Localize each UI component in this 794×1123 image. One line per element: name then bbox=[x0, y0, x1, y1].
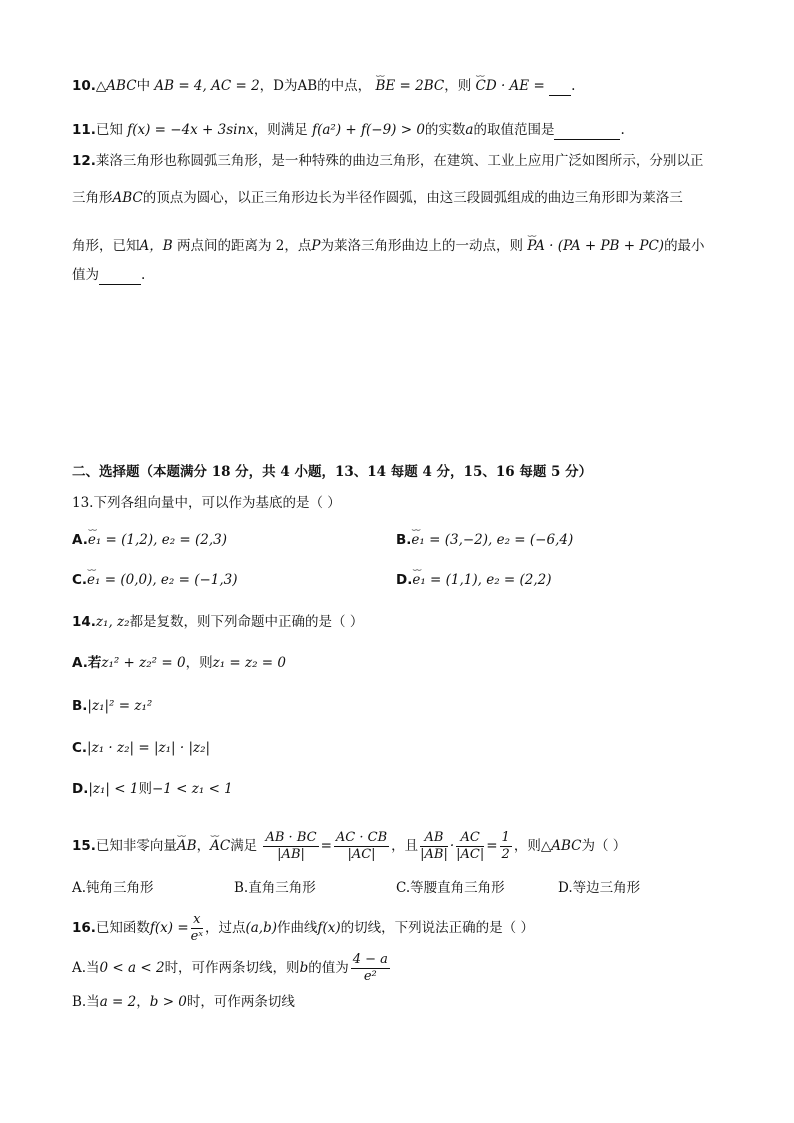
q10-condition: AB = 4, AC = 2 bbox=[154, 78, 260, 94]
q16-text: 作曲线 bbox=[277, 920, 318, 936]
question-16 bbox=[72, 912, 724, 945]
q16-option-a-fraction bbox=[351, 952, 390, 985]
q16-option-b-text: ， bbox=[136, 994, 150, 1010]
q10-text: 中 bbox=[136, 78, 151, 94]
q14-option-c-label: C. bbox=[72, 740, 88, 756]
q12-abc: ABC bbox=[112, 190, 143, 206]
q12-answer-blank bbox=[99, 270, 141, 285]
q15-fraction-4-den: |AC| bbox=[456, 847, 485, 862]
q11-text: 的取值范围是 bbox=[473, 122, 555, 138]
q13-option-c bbox=[72, 572, 238, 588]
q16-fraction-num: x bbox=[191, 912, 203, 929]
q15-option-d: D.等边三角形 bbox=[558, 880, 641, 896]
question-15 bbox=[72, 830, 724, 863]
q16-text: 的切线，下列说法正确的是（ ） bbox=[340, 920, 534, 936]
q15-dot: · bbox=[449, 838, 455, 854]
q10-answer-blank bbox=[549, 81, 571, 96]
q13-option-c-label: C. bbox=[72, 572, 88, 588]
q16-option-a-cond: 0 < a < 2 bbox=[99, 960, 165, 976]
q14-option-a-text: ，则 bbox=[185, 655, 213, 671]
question-12-line-4 bbox=[72, 265, 724, 285]
q15-text: ，则 bbox=[513, 838, 541, 854]
q13-option-a bbox=[72, 532, 227, 548]
q15-text: 满足 bbox=[230, 838, 258, 854]
q15-fraction-2-num: AC · CB bbox=[335, 830, 388, 845]
q15-fraction-1-den: |AB| bbox=[277, 847, 305, 862]
q15-fraction-3-num: AB bbox=[420, 830, 448, 847]
q15-text: ，且 bbox=[391, 838, 419, 854]
q15-equals-2: = bbox=[486, 838, 498, 854]
q16-fraction-den: eˣ bbox=[190, 929, 203, 944]
q15-option-a: A.钝角三角形 bbox=[72, 880, 154, 896]
q11-end: . bbox=[620, 122, 625, 138]
q13-option-a-expr: ⌣⌣ e₁ = (1,2), e₂ = (2,3) bbox=[88, 530, 227, 550]
q15-half bbox=[500, 830, 512, 863]
q12-text: 角形，已知 bbox=[72, 238, 140, 254]
q11-inequality: f(a²) + f(−9) > 0 bbox=[312, 122, 425, 138]
q16-option-a-text: A.当 bbox=[72, 960, 100, 976]
q15-fraction-4-num: AC bbox=[456, 830, 484, 847]
q14-option-a-expr: z₁² + z₂² = 0 bbox=[101, 655, 186, 671]
question-11 bbox=[72, 120, 724, 140]
q11-number: 11. bbox=[72, 122, 96, 138]
q13-options-row-1 bbox=[72, 530, 724, 550]
q11-text: 的实数 bbox=[424, 122, 466, 138]
q13-option-c-expr: ⌣⌣ e₁ = (0,0), e₂ = (−1,3) bbox=[87, 570, 238, 590]
q12-text: 三角形 bbox=[72, 190, 113, 206]
q10-text: ，则 bbox=[444, 78, 472, 94]
q15-fraction-2 bbox=[334, 830, 389, 863]
q12-ab: A，B bbox=[139, 238, 173, 254]
section-2-title: 二、选择题（本题满分 18 分，共 4 小题，13、14 每题 4 分，15、16 每题 5 分） bbox=[72, 464, 593, 480]
q12-text: 为莱洛三角形曲边上的一动点，则 bbox=[320, 238, 523, 254]
question-12-line-3 bbox=[72, 236, 724, 256]
q14-option-b bbox=[72, 696, 724, 716]
q16-option-b-text: 时，可作两条切线 bbox=[186, 994, 295, 1010]
q16-number: 16. bbox=[72, 920, 96, 936]
q13-option-a-label: A. bbox=[72, 532, 88, 548]
q12-text: 值为 bbox=[72, 267, 99, 283]
q15-text: 为（ ） bbox=[581, 838, 627, 854]
q16-point: (a,b) bbox=[245, 920, 277, 936]
q14-option-d-expr2: −1 < z₁ < 1 bbox=[151, 781, 233, 797]
q11-text: ，则满足 bbox=[253, 122, 308, 138]
q11-variable: a bbox=[465, 122, 474, 138]
q11-text: 已知 bbox=[95, 122, 123, 138]
q12-expression: ⌣⌣ PA · (PA + PB + PC) bbox=[527, 236, 664, 256]
q15-fraction-3-den: |AB| bbox=[420, 847, 448, 862]
q16-option-a-fraction-num: 4 − a bbox=[352, 952, 388, 967]
q15-fraction-1-num: AB · BC bbox=[265, 830, 317, 845]
q16-text: 已知函数 bbox=[95, 920, 150, 936]
q14-option-d-expr1: |z₁| < 1 bbox=[88, 781, 139, 797]
q16-text: ，过点 bbox=[204, 920, 246, 936]
q15-text: 已知非零向量 bbox=[95, 838, 177, 854]
q16-option-a bbox=[72, 952, 724, 985]
question-10 bbox=[72, 76, 724, 96]
q16-option-b-cond2: b > 0 bbox=[149, 994, 187, 1010]
q10-end: . bbox=[571, 78, 576, 94]
q14-option-c-expr: |z₁ · z₂| = |z₁| · |z₂| bbox=[87, 740, 211, 756]
q13-stem: 13.下列各组向量中，可以作为基底的是（ ） bbox=[72, 495, 341, 511]
q13-options-row-2 bbox=[72, 570, 724, 590]
q14-option-a bbox=[72, 653, 724, 673]
q10-number: 10. bbox=[72, 78, 96, 94]
q13-option-d-expr: ⌣⌣ e₁ = (1,1), e₂ = (2,2) bbox=[412, 570, 551, 590]
q12-text: 莱洛三角形也称圆弧三角形，是一种特殊的曲边三角形，在建筑、工业上应用广泛如图所示，分别以正 bbox=[95, 153, 704, 169]
q14-option-d-then: 则 bbox=[138, 781, 152, 797]
question-12-line-1 bbox=[72, 151, 724, 171]
q14-option-a-label: A.若 bbox=[72, 655, 102, 671]
q15-fraction-2-den: |AC| bbox=[347, 847, 376, 862]
q16-fraction bbox=[191, 912, 203, 945]
q15-fraction-3 bbox=[420, 830, 448, 863]
q14-option-d bbox=[72, 779, 724, 799]
q12-text: 的顶点为圆心，以正三角形边长为半径作圆弧，由这三段圆弧组成的曲边三角形即为莱洛三 bbox=[142, 190, 683, 206]
q14-option-d-label: D. bbox=[72, 781, 89, 797]
q10-text: ，D为AB的中点， bbox=[259, 78, 372, 94]
q14-stem bbox=[72, 612, 724, 632]
question-12-line-2 bbox=[72, 188, 724, 208]
q11-function: f(x) = −4x + 3sinx bbox=[127, 122, 254, 138]
q16-option-b bbox=[72, 992, 724, 1012]
q15-equals: = bbox=[320, 838, 332, 854]
q10-triangle: △ABC bbox=[95, 78, 137, 94]
q16-fx2: f(x) bbox=[317, 920, 341, 936]
q15-option-c: C.等腰直角三角形 bbox=[396, 880, 505, 896]
q15-option-b: B.直角三角形 bbox=[234, 880, 316, 896]
q16-option-a-text: 的值为 bbox=[308, 960, 349, 976]
q13-option-b-expr: ⌣⌣ e₁ = (3,−2), e₂ = (−6,4) bbox=[411, 530, 573, 550]
q15-half-num: 1 bbox=[501, 830, 510, 845]
q15-comma: ， bbox=[196, 838, 211, 854]
q15-ac: ⌣⌣ AC bbox=[210, 835, 230, 857]
q12-text: 两点间的距离为 2，点 bbox=[176, 238, 312, 254]
q15-ab: ⌣⌣ AB bbox=[177, 835, 197, 857]
q14-option-b-expr: |z₁|² = z₁² bbox=[87, 698, 153, 714]
q13-option-d bbox=[396, 570, 552, 590]
q14-number: 14. bbox=[72, 614, 96, 630]
q14-option-a-expr2: z₁ = z₂ = 0 bbox=[212, 655, 287, 671]
q12-text: 的最小 bbox=[664, 238, 705, 254]
q14-stem-text: 都是复数，则下列命题中正确的是（ ） bbox=[129, 614, 364, 630]
q15-triangle: △ABC bbox=[540, 838, 582, 854]
q13-option-b-label: B. bbox=[396, 532, 412, 548]
q15-fraction-4 bbox=[456, 830, 484, 863]
q15-fraction-1 bbox=[263, 830, 318, 863]
q10-be-expr: ⌣⌣ BE = 2BC bbox=[375, 76, 444, 96]
q12-p: P bbox=[311, 238, 321, 254]
q12-end: . bbox=[141, 267, 146, 283]
q14-z: z₁, z₂ bbox=[95, 614, 130, 630]
q10-target-expr: ⌣⌣ CD · AE = bbox=[476, 76, 545, 96]
q12-number: 12. bbox=[72, 153, 96, 169]
q16-option-a-fraction-den: e² bbox=[363, 969, 377, 984]
q14-option-b-label: B. bbox=[72, 698, 88, 714]
q15-half-den: 2 bbox=[501, 847, 510, 862]
q13-option-b bbox=[396, 530, 573, 550]
q16-option-a-text: 时，可作两条切线，则 bbox=[164, 960, 300, 976]
q16-fx: f(x) = bbox=[149, 920, 189, 936]
q11-answer-blank bbox=[554, 125, 620, 140]
q14-option-c bbox=[72, 738, 724, 758]
q16-option-b-cond1: a = 2 bbox=[99, 994, 137, 1010]
q16-option-a-b: b bbox=[299, 960, 309, 976]
q16-option-b-text: B.当 bbox=[72, 994, 100, 1010]
q15-number: 15. bbox=[72, 838, 96, 854]
q13-option-d-label: D. bbox=[396, 572, 413, 588]
